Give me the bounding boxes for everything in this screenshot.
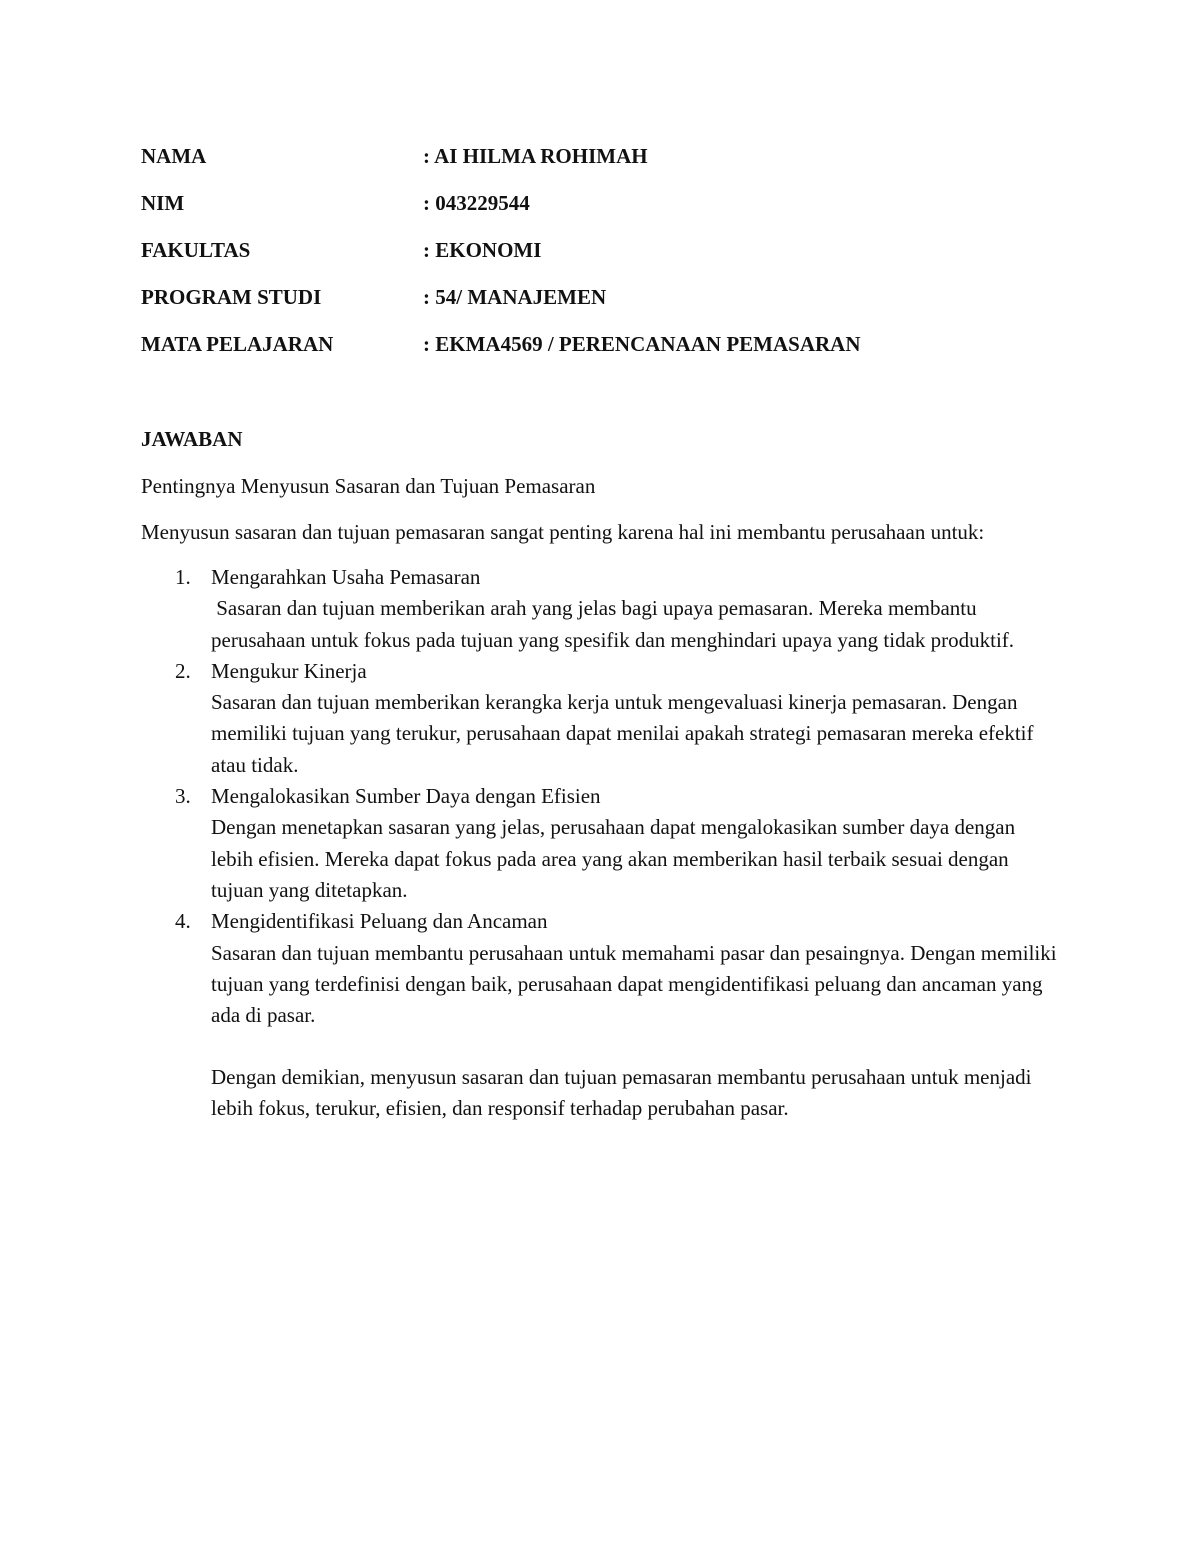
- list-item-title: Mengukur Kinerja: [211, 658, 367, 683]
- student-info: [141, 140, 1061, 375]
- list-item-title: Mengarahkan Usaha Pemasaran: [211, 565, 481, 589]
- info-label: PROGRAM STUDI: [141, 285, 322, 309]
- list-number: 4.: [175, 909, 191, 934]
- answer-intro: Menyusun sasaran dan tujuan pemasaran sangat penting karena hal ini membantu perusahaan untuk:: [141, 520, 985, 544]
- list-item-description: Sasaran dan tujuan memberikan kerangka kerja untuk mengevaluasi kinerja pemasaran. Dengan memiliki tujuan yang terukur, perusahaan dapat menilai apakah strategi pemasaran mereka efektif atau tidak.: [211, 690, 1034, 777]
- list-number: 2.: [175, 658, 191, 683]
- document-content: [141, 140, 1061, 1124]
- info-row-mata-pelajaran: [141, 328, 1061, 375]
- list-item-title: Mengidentifikasi Peluang dan Ancaman: [211, 909, 548, 934]
- list-item-title: Mengalokasikan Sumber Daya dengan Efisien: [211, 784, 601, 809]
- info-label: FAKULTAS: [141, 238, 251, 262]
- list-body: [211, 656, 1061, 781]
- answer-conclusion: Dengan demikian, menyusun sasaran dan tujuan pemasaran membantu perusahaan untuk menjadi lebih fokus, terukur, efisien, dan responsif terhadap perubahan pasar.: [211, 1065, 1032, 1121]
- list-item-description: Sasaran dan tujuan memberikan arah yang jelas bagi upaya pemasaran. Mereka membantu perusahaan untuk fokus pada tujuan yang spesifik dan menghindari upaya yang tidak produktif.: [211, 596, 1015, 652]
- info-value: : 043229544: [423, 191, 530, 215]
- numbered-list: [141, 562, 1061, 1031]
- list-body: [211, 906, 1061, 1031]
- list-item: [141, 656, 1061, 781]
- list-item: [141, 781, 1061, 906]
- list-number: 1.: [175, 565, 191, 589]
- list-item-description: Dengan menetapkan sasaran yang jelas, perusahaan dapat mengalokasikan sumber daya dengan lebih efisien. Mereka dapat fokus pada area yang akan memberikan hasil terbaik sesuai dengan tujuan yang ditetapkan.: [211, 815, 1016, 902]
- list-number: 3.: [175, 784, 191, 809]
- info-label: NAMA: [141, 144, 207, 168]
- info-label: MATA PELAJARAN: [141, 332, 334, 356]
- info-value: : EKONOMI: [423, 238, 542, 262]
- info-row-fakultas: [141, 234, 1061, 281]
- answer-subtitle: Pentingnya Menyusun Sasaran dan Tujuan Pemasaran: [141, 474, 596, 498]
- info-row-nim: [141, 187, 1061, 234]
- list-item-description: Sasaran dan tujuan membantu perusahaan untuk memahami pasar dan pesaingnya. Dengan memiliki tujuan yang terdefinisi dengan baik, perusahaan dapat mengidentifikasi peluang dan ancaman yang ada di pasar.: [211, 940, 1057, 1028]
- list-body: [211, 781, 1061, 906]
- list-item: [141, 906, 1061, 1031]
- info-row-nama: [141, 140, 1061, 187]
- info-value: : EKMA4569 / PERENCANAAN PEMASARAN: [423, 332, 861, 356]
- info-value: : AI HILMA ROHIMAH: [423, 144, 648, 168]
- info-value: : 54/ MANAJEMEN: [423, 285, 607, 309]
- list-body: [211, 562, 1061, 656]
- info-row-program-studi: [141, 281, 1061, 328]
- info-label: NIM: [141, 191, 185, 215]
- answer-heading: JAWABAN: [141, 427, 243, 451]
- list-item: [141, 562, 1061, 656]
